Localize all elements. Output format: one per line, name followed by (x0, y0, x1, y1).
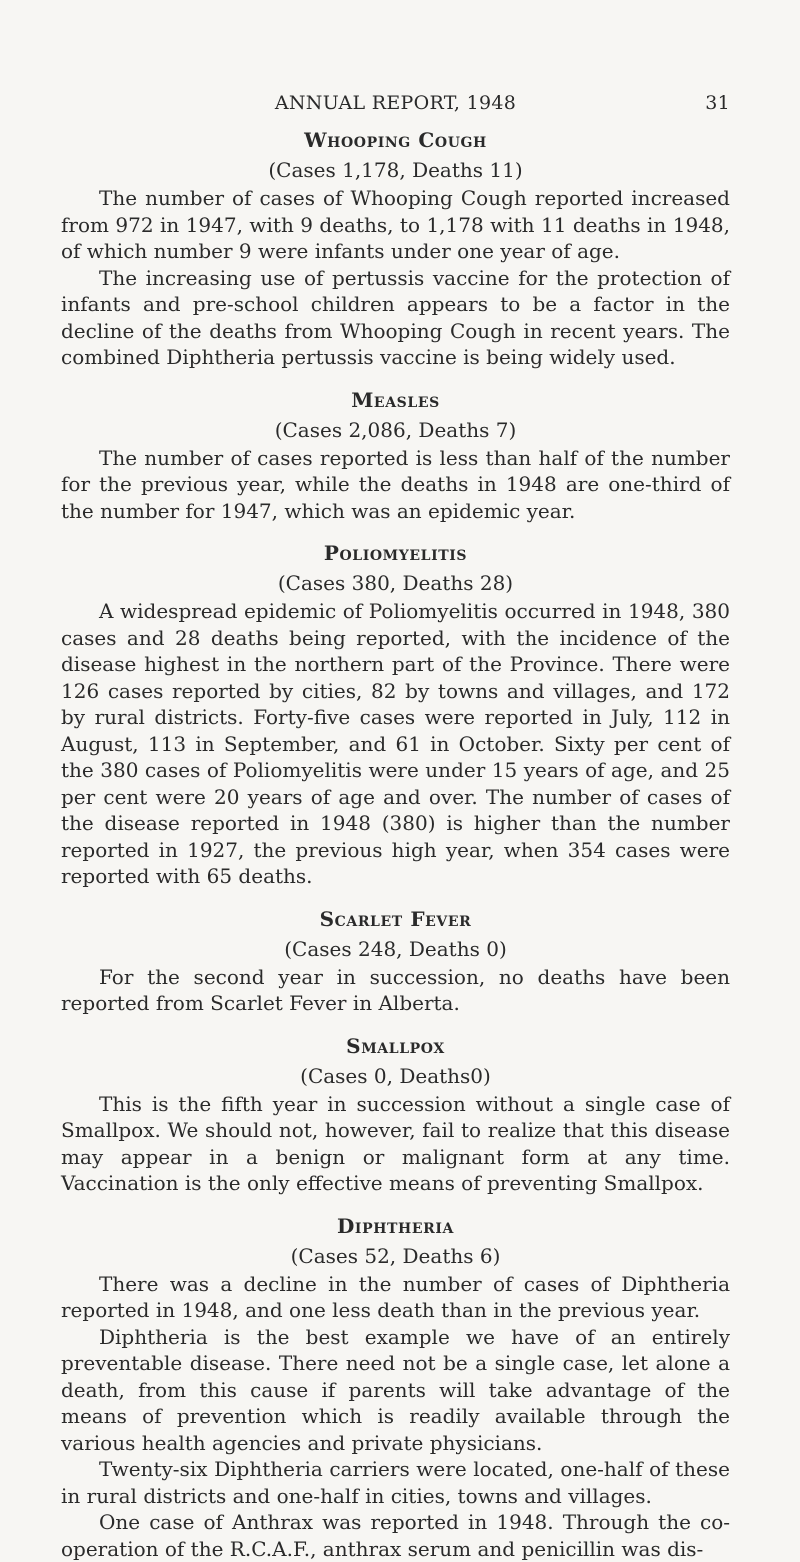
section-heading: Whooping Cough (61, 125, 730, 155)
section-heading: Poliomyelitis (61, 538, 730, 568)
section-statistics: (Cases 0, Deaths0) (61, 1061, 730, 1091)
paragraph: Diphtheria is the best example we have of an entirely preventable disease. There need not be a single case, let alone a death, from this cause if parents will take advantage of the means of prevention which is readily available through the various health agencies and private physicians. (61, 1324, 730, 1457)
section-measles (61, 385, 730, 525)
paragraph: The increasing use of pertussis vaccine for the protection of infants and pre-school children appears to be a factor in the decline of the deaths from Whooping Cough in recent years. The combined Diphtheria pertussis vaccine is being widely used. (61, 265, 730, 371)
paragraph: Twenty-six Diphtheria carriers were located, one-half of these in rural districts and one-half in cities, towns and villages. (61, 1456, 730, 1509)
page-number: 31 (705, 92, 730, 114)
section-heading: Diphtheria (61, 1211, 730, 1241)
paragraph: This is the fifth year in succession without a single case of Smallpox. We should not, however, fail to realize that this disease may appear in a benign or malignant form at any time. Vaccination is the only effective means of preventing Smallpox. (61, 1091, 730, 1197)
section-whooping-cough (61, 125, 730, 371)
section-statistics: (Cases 248, Deaths 0) (61, 934, 730, 964)
section-statistics: (Cases 2,086, Deaths 7) (61, 415, 730, 445)
section-smallpox (61, 1031, 730, 1197)
section-heading: Measles (61, 385, 730, 415)
section-diphtheria (61, 1211, 730, 1562)
document-page (0, 92, 800, 1460)
paragraph: One case of Anthrax was reported in 1948. Through the co-operation of the R.C.A.F., anthrax serum and penicillin was dis- (61, 1509, 730, 1562)
paragraph: There was a decline in the number of cases of Diphtheria reported in 1948, and one less death than in the previous year. (61, 1271, 730, 1324)
running-header (61, 92, 730, 120)
running-title: ANNUAL REPORT, 1948 (61, 92, 730, 114)
section-statistics: (Cases 1,178, Deaths 11) (61, 155, 730, 185)
section-poliomyelitis (61, 538, 730, 890)
paragraph: A widespread epidemic of Poliomyelitis occurred in 1948, 380 cases and 28 deaths being reported, with the incidence of the disease highest in the northern part of the Province. There were 126 cases reported by cities, 82 by towns and villages, and 172 by rural districts. Forty-five cases were reported in July, 112 in August, 113 in September, and 61 in October. Sixty per cent of the 380 cases of Poliomyelitis were under 15 years of age, and 25 per cent were 20 years of age and over. The number of cases of the disease reported in 1948 (380) is higher than the number reported in 1927, the previous high year, when 354 cases were reported with 65 deaths. (61, 598, 730, 890)
paragraph: The number of cases reported is less than half of the number for the previous year, while the deaths in 1948 are one-third of the number for 1947, which was an epidemic year. (61, 445, 730, 525)
paragraph: For the second year in succession, no deaths have been reported from Scarlet Fever in Alberta. (61, 964, 730, 1017)
section-statistics: (Cases 52, Deaths 6) (61, 1241, 730, 1271)
section-heading: Smallpox (61, 1031, 730, 1061)
section-heading: Scarlet Fever (61, 904, 730, 934)
section-statistics: (Cases 380, Deaths 28) (61, 568, 730, 598)
section-scarlet-fever (61, 904, 730, 1017)
paragraph: The number of cases of Whooping Cough reported increased from 972 in 1947, with 9 deaths, to 1,178 with 11 deaths in 1948, of which number 9 were infants under one year of age. (61, 185, 730, 265)
